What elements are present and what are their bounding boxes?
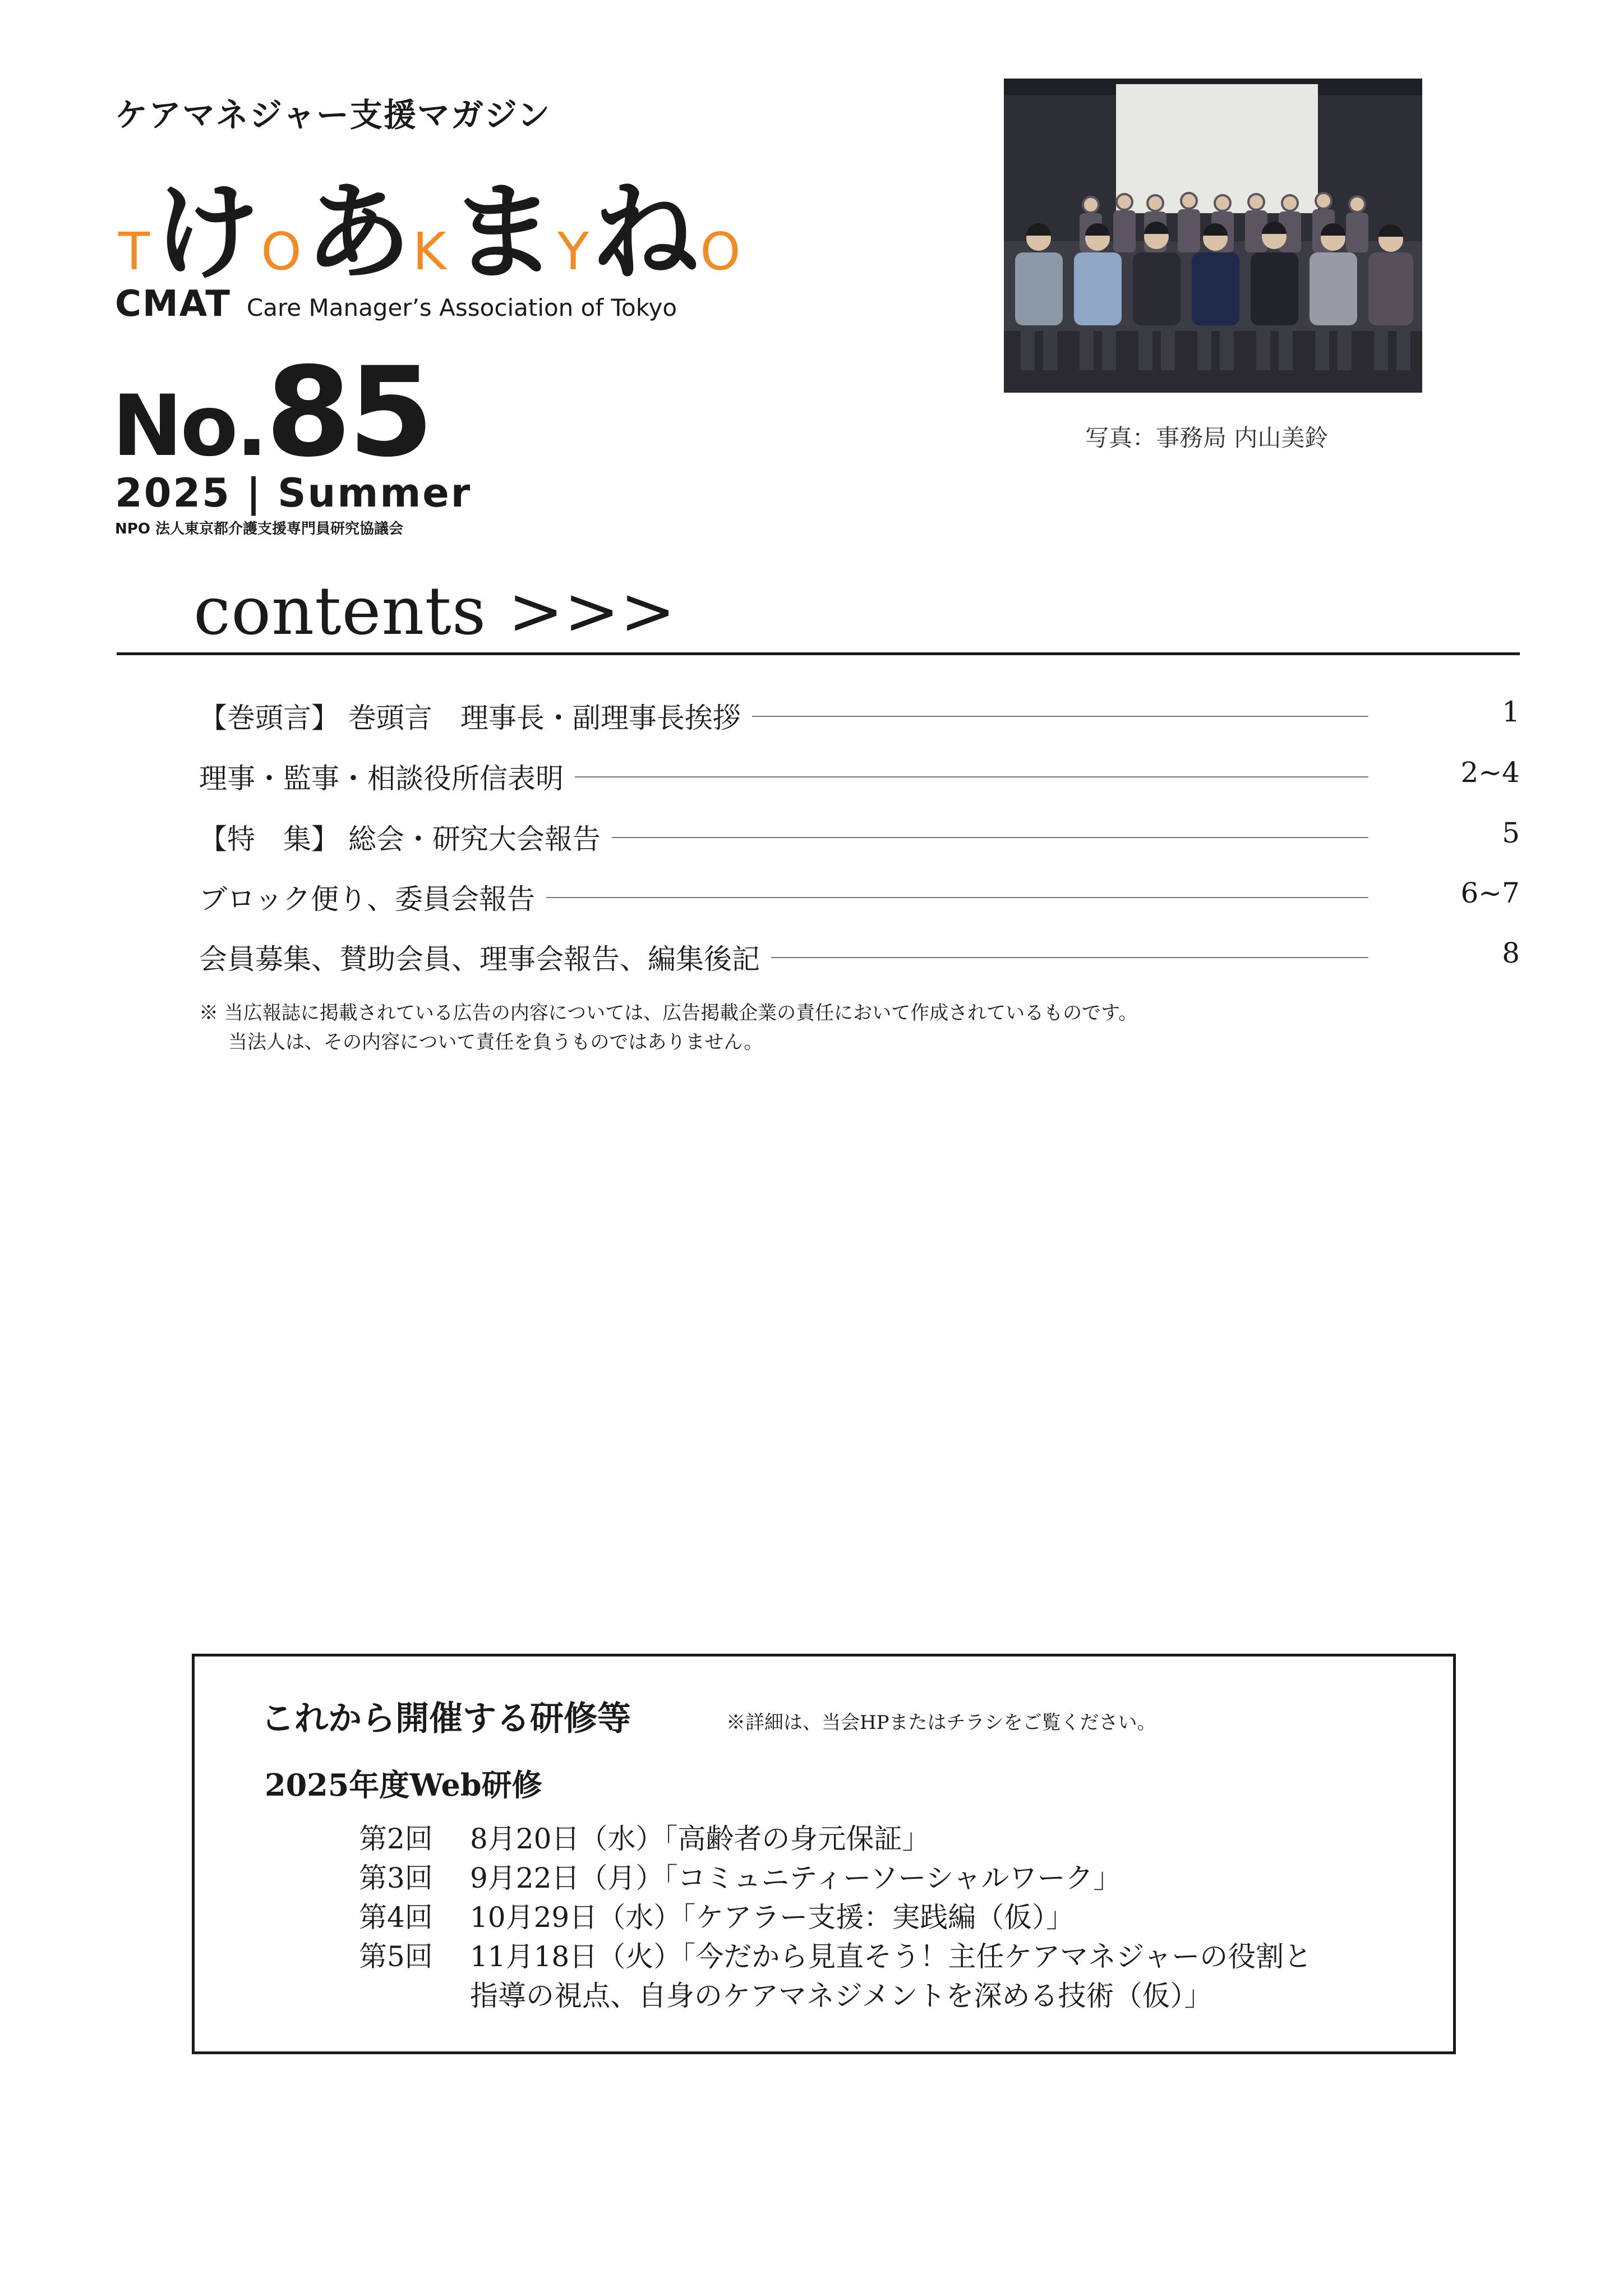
org-japanese-name: NPO 法人東京都介護支援専門員研究協議会 — [115, 521, 403, 537]
toc-item — [199, 877, 1520, 916]
toc-item-page: 1 — [1502, 696, 1520, 728]
org-full-name: Care Manager’s Association of Tokyo — [246, 294, 677, 321]
toc-item-page: 2~4 — [1460, 756, 1520, 789]
toc-item-label: ブロック便り、委員会報告 — [199, 877, 546, 917]
toc-item-page: 6~7 — [1460, 877, 1520, 909]
issue-number — [112, 341, 431, 488]
photo-caption: 写真：事務局 内山美鈴 — [1085, 424, 1329, 452]
toc-item-page: 8 — [1502, 937, 1520, 969]
magazine-tagline: ケアマネジャー支援マガジン — [115, 96, 551, 134]
contents-heading: contents >>> — [193, 572, 676, 650]
toc-item-label: 【特 集】 総会・研究大会報告 — [199, 817, 612, 857]
logo-letter-k: K — [412, 222, 446, 282]
session-number: 第2回 — [359, 1823, 433, 1855]
session-number: 第4回 — [359, 1901, 433, 1934]
session-number: 第5回 — [359, 1940, 433, 1973]
toc-item-label: 会員募集、賛助会員、理事会報告、編集後記 — [199, 937, 771, 977]
logo-char-ma: ま — [450, 171, 555, 295]
ad-disclaimer — [199, 999, 1137, 1057]
logo-char-a: あ — [305, 171, 409, 295]
training-session — [359, 1856, 1121, 1896]
training-session — [359, 1895, 1074, 1935]
logo-letter-t: T — [118, 222, 150, 282]
session-detail-continuation: 指導の視点、自身のケアマネジメントを深める技術（仮）」 — [470, 1980, 1212, 2012]
session-detail: 8月20日（水）「高齢者の身元保証」 — [470, 1823, 930, 1855]
session-detail: 10月29日（水）「ケアラー支援：実践編（仮）」 — [470, 1901, 1075, 1934]
toc-item — [199, 696, 1520, 735]
contents-divider — [117, 652, 1520, 655]
training-note: ※詳細は、当会HPまたはチラシをご覧ください。 — [726, 1711, 1156, 1734]
group-photo-illustration — [1004, 79, 1422, 393]
session-detail: 11月18日（火）「今だから見直そう！主任ケアマネジャーの役割と — [470, 1940, 1312, 1973]
training-session — [359, 1934, 1312, 1975]
org-abbreviation: CMAT — [115, 283, 231, 325]
logo-letter-y: Y — [557, 222, 589, 282]
session-detail: 9月22日（月）「コミュニティーソーシャルワーク」 — [470, 1862, 1122, 1894]
training-session — [359, 1816, 930, 1857]
training-title: これから開催する研修等 — [261, 1699, 631, 1738]
org-line — [115, 283, 677, 325]
toc-item-label: 理事・監事・相談役所信表明 — [199, 756, 575, 797]
issue-prefix: No. — [112, 378, 266, 475]
group-photo — [1004, 79, 1422, 393]
logo-char-ke: け — [153, 171, 258, 295]
logo-letter-o1: O — [261, 222, 302, 282]
logo-char-ne: ね — [592, 171, 697, 295]
toc-item — [199, 756, 1520, 795]
magazine-logo — [115, 147, 744, 295]
ad-disclaimer-line-2: 当法人は、その内容について責任を負うものではありません。 — [228, 1031, 763, 1053]
logo-letter-o2: O — [700, 222, 741, 282]
issue-date: 2025 | Summer — [115, 470, 472, 516]
issue-number-value: 85 — [265, 341, 431, 484]
toc-item — [199, 817, 1520, 856]
toc-item-page: 5 — [1502, 817, 1520, 849]
training-subtitle: 2025年度Web研修 — [265, 1767, 542, 1803]
toc-item — [199, 937, 1520, 976]
ad-disclaimer-line-1: ※ 当広報誌に掲載されている広告の内容については、広告掲載企業の責任において作成されているものです。 — [199, 1002, 1138, 1024]
session-number: 第3回 — [359, 1862, 433, 1894]
toc-item-label: 【巻頭言】 巻頭言 理事長・副理事長挨拶 — [199, 696, 752, 736]
